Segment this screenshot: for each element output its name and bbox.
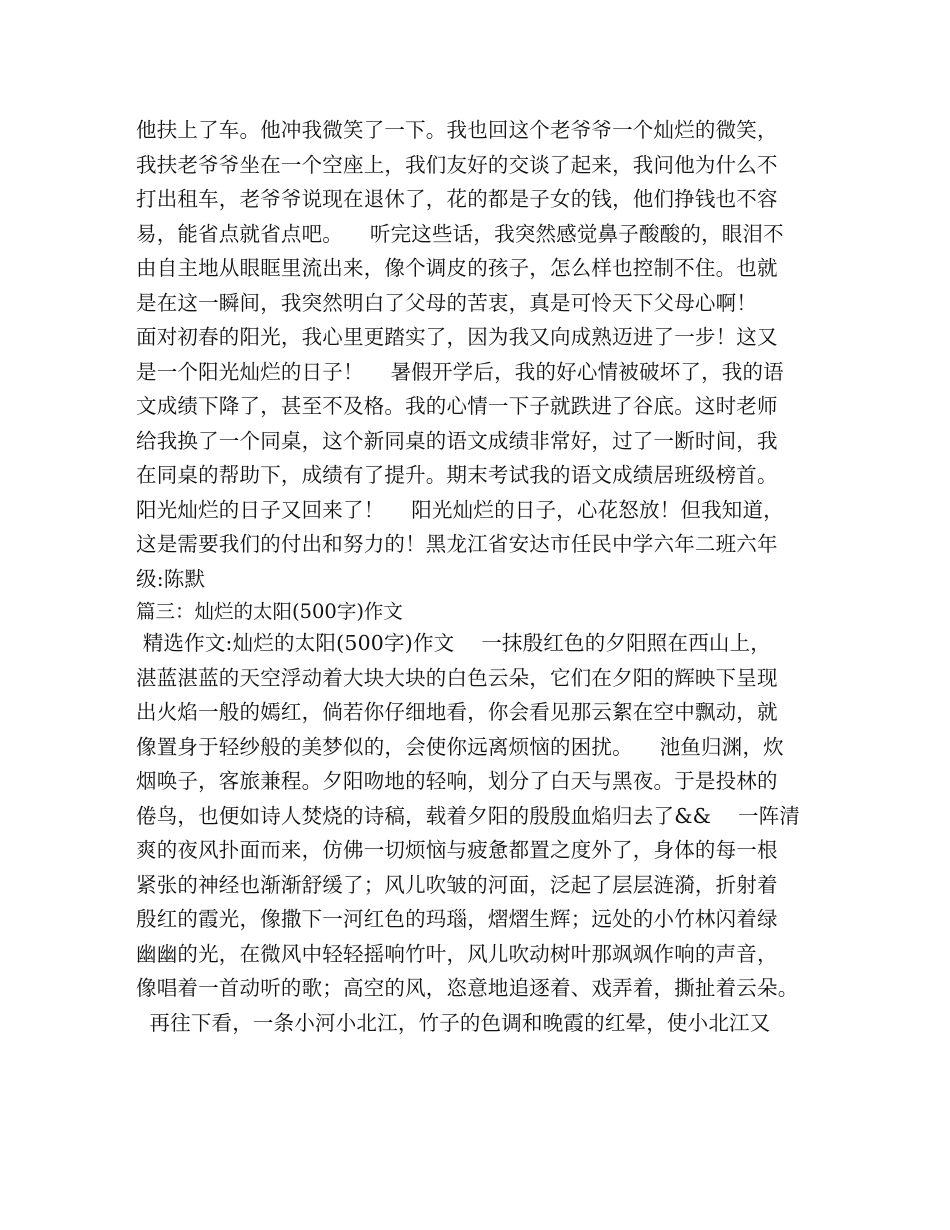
text-line: 这是需要我们的付出和努力的！黑龙江省安达市任民中学六年二班六年	[136, 532, 778, 556]
text-line: 文成绩下降了，甚至不及格。我的心情一下子就跌进了谷底。这时老师	[136, 394, 778, 418]
text-line: 精选作文:灿烂的太阳(500字)作文 一抹殷红色的夕阳照在西山上，	[136, 631, 772, 655]
section-heading: 篇三：灿烂的太阳(500字)作文	[136, 600, 403, 623]
text-line: 阳光灿烂的日子又回来了！ 阳光灿烂的日子，心花怒放！但我知道，	[136, 497, 784, 522]
text-line: 面对初春的阳光，我心里更踏实了，因为我又向成熟迈进了一步！这又	[136, 325, 778, 349]
text-line: 像置身于轻纱般的美梦似的，会使你远离烦恼的困扰。 池鱼归渊，炊	[136, 734, 784, 759]
text-line: 出火焰一般的嫣红，倘若你仔细地看，你会看见那云絮在空中飘动，就	[136, 700, 778, 724]
text-line: 由自主地从眼眶里流出来，像个调皮的孩子，怎么样也控制不住。也就	[136, 256, 778, 280]
text-line: 紧张的神经也渐渐舒缓了；风儿吹皱的河面，泛起了层层涟漪，折射着	[136, 872, 778, 897]
paragraph-2	[136, 626, 826, 1040]
text-line: 他扶上了车。他冲我微笑了一下。我也回这个老爷爷一个灿烂的微笑，	[136, 118, 778, 142]
text-line: 是一个阳光灿烂的日子！ 暑假开学后，我的好心情被破坏了，我的语	[136, 359, 784, 384]
text-line: 再往下看，一条小河小北江，竹子的色调和晚霞的红晕，使小北江又	[136, 1010, 771, 1035]
document-body	[136, 113, 826, 1040]
text-line: 我扶老爷爷坐在一个空座上，我们友好的交谈了起来，我问他为什么不	[136, 152, 778, 177]
text-line: 爽的夜风扑面而来，仿佛一切烦恼与疲惫都置之度外了，身体的每一根	[136, 838, 778, 862]
text-line: 级:陈默	[136, 566, 206, 591]
text-line: 打出租车，老爷爷说现在退休了，花的都是子女的钱，他们挣钱也不容	[136, 187, 778, 211]
paragraph-1	[136, 113, 826, 596]
text-line: 殷红的霞光，像撒下一河红色的玛瑙，熠熠生辉；远处的小竹林闪着绿	[136, 907, 778, 931]
text-line: 像唱着一首动听的歌；高空的风，恣意地追逐着、戏弄着，撕扯着云朵。	[136, 976, 799, 1000]
text-line: 是在这一瞬间，我突然明白了父母的苦衷，真是可怜天下父母心啊！	[136, 290, 757, 315]
text-line: 倦鸟，也便如诗人焚烧的诗稿，载着夕阳的殷殷血焰归去了&& 一阵清	[136, 803, 801, 828]
text-line: 给我换了一个同桌，这个新同桌的语文成绩非常好，过了一断时间，我	[136, 428, 778, 453]
text-line: 幽幽的光，在微风中轻轻摇响竹叶，风儿吹动树叶那飒飒作响的声音，	[136, 941, 778, 966]
text-line: 易，能省点就省点吧。 听完这些话，我突然感觉鼻子酸酸的，眼泪不	[136, 221, 784, 246]
text-line: 在同桌的帮助下，成绩有了提升。期末考试我的语文成绩居班级榜首。	[136, 463, 778, 487]
text-line: 湛蓝湛蓝的天空浮动着大块大块的白色云朵，它们在夕阳的辉映下呈现	[136, 665, 778, 690]
text-line: 烟唤子，客旅兼程。夕阳吻地的轻响，划分了白天与黑夜。于是投林的	[136, 769, 778, 793]
